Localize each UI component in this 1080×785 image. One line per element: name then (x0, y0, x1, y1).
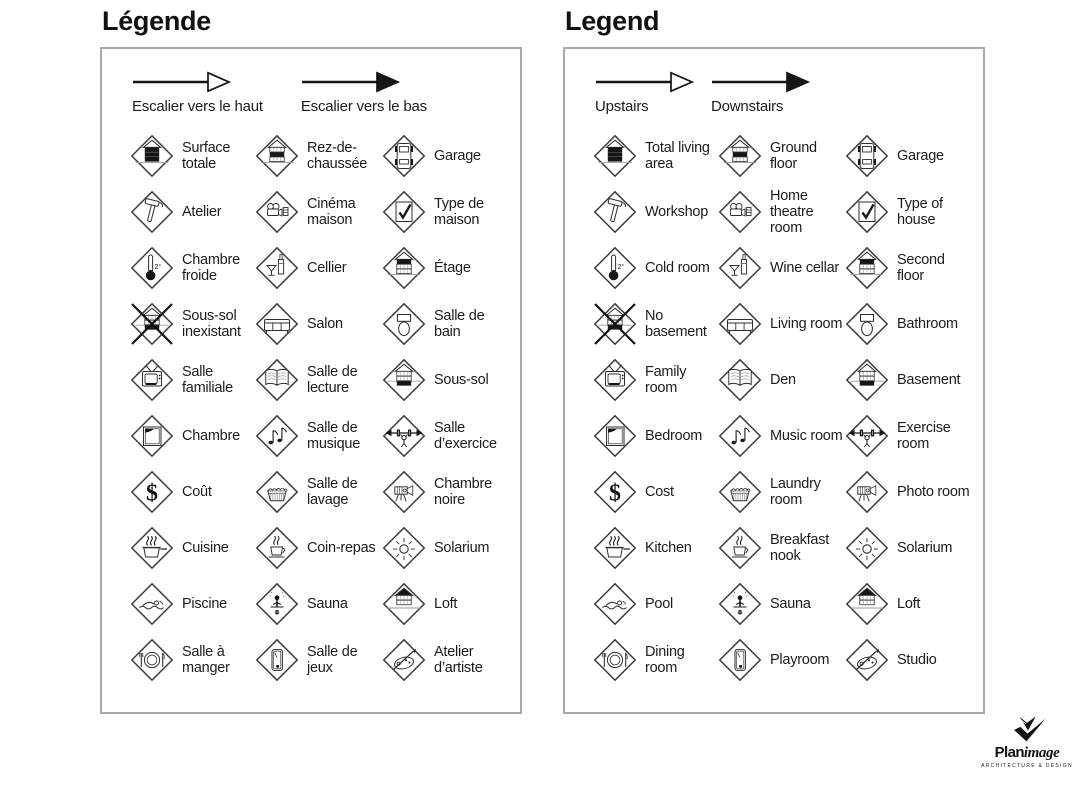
svg-text:2°: 2° (154, 264, 162, 271)
legend-item (130, 296, 255, 352)
legend-item (718, 352, 845, 408)
breakfast-nook-icon (718, 526, 762, 570)
cost-icon (593, 470, 637, 514)
legend-section-french (100, 4, 522, 714)
legend-item (382, 464, 520, 520)
legend-item-label: Bedroom (645, 427, 703, 444)
legend-item (130, 632, 255, 688)
legend-item (382, 184, 520, 240)
cost-icon (130, 470, 174, 514)
legend-item-label: Salle de bain (434, 307, 485, 340)
family-room-icon (130, 358, 174, 402)
sauna-icon (255, 582, 299, 626)
legend-item-label: Rez-de-chaussée (307, 139, 368, 172)
legend-item (718, 184, 845, 240)
garage-icon (382, 134, 426, 178)
legend-item (255, 128, 382, 184)
pool-icon (593, 582, 637, 626)
legend-grid (130, 128, 520, 688)
legend-item-label: Type de maison (434, 195, 484, 228)
total-area-icon (130, 134, 174, 178)
legend-item-label: Family room (645, 363, 687, 396)
legend-item-label: No basement (645, 307, 707, 340)
exercise-room-icon (382, 414, 426, 458)
legend-item-label: Coût (182, 483, 212, 500)
den-icon (255, 358, 299, 402)
arrow-label: Upstairs (595, 98, 649, 115)
legend-item (718, 576, 845, 632)
svg-text:$: $ (609, 480, 621, 507)
kitchen-icon (130, 526, 174, 570)
legend-item-label: Den (770, 371, 796, 388)
basement-icon (845, 358, 889, 402)
playroom-icon (718, 638, 762, 682)
stairs-up-arrow (595, 69, 695, 115)
legend-item-label: Salle de lecture (307, 363, 358, 396)
legend-item-label: Étage (434, 259, 471, 276)
legend-item-label: Piscine (182, 595, 227, 612)
legend-item-label: Laundry room (770, 475, 821, 508)
legend-item (130, 352, 255, 408)
legend-item (845, 576, 983, 632)
legend-item (130, 520, 255, 576)
legend-item (382, 408, 520, 464)
wine-cellar-icon (255, 246, 299, 290)
photo-room-icon (845, 470, 889, 514)
legend-item (593, 632, 718, 688)
home-theatre-icon (718, 190, 762, 234)
legend-item-label: Basement (897, 371, 961, 388)
legend-item-label: Cellier (307, 259, 347, 276)
legend-item (255, 464, 382, 520)
legend-item-label: Sauna (307, 595, 348, 612)
legend-item-label: Atelier d’artiste (434, 643, 483, 676)
legend-item-label: Ground floor (770, 139, 817, 172)
sauna-icon (718, 582, 762, 626)
workshop-icon (130, 190, 174, 234)
legend-item-label: Type of house (897, 195, 943, 228)
legend-item-label: Sous-sol (434, 371, 489, 388)
legend-item (718, 128, 845, 184)
legend-item (130, 576, 255, 632)
legend-item (845, 352, 983, 408)
studio-icon (382, 638, 426, 682)
home-theatre-icon (255, 190, 299, 234)
arrow-label: Downstairs (711, 98, 784, 115)
family-room-icon (593, 358, 637, 402)
legend-item (718, 464, 845, 520)
garage-icon (845, 134, 889, 178)
legend-item-label: Salle familiale (182, 363, 233, 396)
laundry-room-icon (255, 470, 299, 514)
legend-item (382, 520, 520, 576)
legend-item (130, 128, 255, 184)
legend-item (382, 296, 520, 352)
no-basement-icon (593, 302, 637, 346)
legend-item (593, 128, 718, 184)
page-title-english: Legend (565, 6, 660, 36)
stairs-down-arrow (301, 69, 427, 115)
arrow-label: Escalier vers le bas (300, 98, 427, 115)
legend-item-label: Garage (434, 147, 481, 164)
legend-item (593, 464, 718, 520)
legend-item-label: Salle d’exercice (434, 419, 497, 452)
stairs-arrows-row (565, 49, 983, 115)
legend-item-label: Chambre noire (434, 475, 492, 508)
legend-item (593, 240, 718, 296)
stairs-down-arrow (711, 69, 811, 115)
legend-item-label: Salle à manger (182, 643, 230, 676)
legend-item (845, 520, 983, 576)
second-floor-icon (382, 246, 426, 290)
legend-panel-french (100, 47, 522, 714)
basement-icon (382, 358, 426, 402)
legend-item (845, 464, 983, 520)
dining-room-icon (593, 638, 637, 682)
brand-image: image (1023, 745, 1060, 761)
legend-item (718, 632, 845, 688)
living-room-icon (255, 302, 299, 346)
arrow-label: Escalier vers le haut (132, 98, 263, 115)
legend-item (718, 408, 845, 464)
legend-item (593, 352, 718, 408)
pool-icon (130, 582, 174, 626)
legend-item-label: Breakfast nook (770, 531, 829, 564)
legend-item-label: Garage (897, 147, 944, 164)
planimage-logo (980, 716, 1074, 769)
brand-plan: Plan (994, 744, 1024, 761)
cold-room-icon (130, 246, 174, 290)
legend-item-label: Home theatre room (770, 187, 814, 237)
legend-item (382, 352, 520, 408)
house-check-icon (845, 190, 889, 234)
legend-item (255, 352, 382, 408)
legend-item (130, 184, 255, 240)
solarium-icon (845, 526, 889, 570)
legend-item-label: Loft (434, 595, 458, 612)
ground-floor-icon (255, 134, 299, 178)
no-basement-icon (130, 302, 174, 346)
legend-item-label: Cinéma maison (307, 195, 356, 228)
bathroom-icon (845, 302, 889, 346)
legend-item-label: Salle de musique (307, 419, 361, 452)
legend-item-label: Exercise room (897, 419, 951, 452)
legend-item-label: Music room (770, 427, 843, 444)
legend-item-label: Coin-repas (307, 539, 376, 556)
legend-item (845, 632, 983, 688)
bedroom-icon (130, 414, 174, 458)
legend-item-label: Surface totale (182, 139, 231, 172)
legend-item (593, 184, 718, 240)
legend-item-label: Solarium (897, 539, 953, 556)
bathroom-icon (382, 302, 426, 346)
solarium-icon (382, 526, 426, 570)
legend-item (382, 632, 520, 688)
living-room-icon (718, 302, 762, 346)
planimage-tagline: ARCHITECTURE & DESIGN (981, 762, 1073, 769)
legend-item-label: Total living area (645, 139, 710, 172)
photo-room-icon (382, 470, 426, 514)
legend-item (255, 632, 382, 688)
legend-item (593, 520, 718, 576)
legend-item (255, 520, 382, 576)
planimage-brand (980, 745, 1074, 761)
legend-item (593, 408, 718, 464)
legend-item-label: Workshop (645, 203, 709, 220)
legend-item-label: Bathroom (897, 315, 958, 332)
legend-item-label: Salle de jeux (307, 643, 358, 676)
legend-item-label: Atelier (182, 203, 222, 220)
legend-item (845, 296, 983, 352)
legend-item (255, 184, 382, 240)
legend-item-label: Loft (897, 595, 921, 612)
legend-item (382, 240, 520, 296)
legend-item-label: Photo room (897, 483, 970, 500)
legend-item (718, 296, 845, 352)
legend-item (130, 464, 255, 520)
kitchen-icon (593, 526, 637, 570)
legend-item-label: Dining room (645, 643, 685, 676)
page-title-french: Légende (102, 6, 211, 36)
loft-icon (845, 582, 889, 626)
workshop-icon (593, 190, 637, 234)
total-area-icon (593, 134, 637, 178)
legend-item (718, 520, 845, 576)
exercise-room-icon (845, 414, 889, 458)
legend-item (845, 128, 983, 184)
legend-item-label: Sauna (770, 595, 811, 612)
legend-item-label: Studio (897, 651, 937, 668)
dining-room-icon (130, 638, 174, 682)
legend-item (718, 240, 845, 296)
legend-item (255, 240, 382, 296)
legend-item-label: Sous-sol inexistant (182, 307, 241, 340)
wine-cellar-icon (718, 246, 762, 290)
legend-item (255, 296, 382, 352)
legend-item (130, 408, 255, 464)
legend-item-label: Playroom (770, 651, 830, 668)
legend-item (845, 240, 983, 296)
legend-item-label: Solarium (434, 539, 490, 556)
legend-item (845, 408, 983, 464)
stairs-up-arrow (132, 69, 263, 115)
legend-item-label: Chambre froide (182, 251, 240, 284)
second-floor-icon (845, 246, 889, 290)
legend-item-label: Second floor (897, 251, 945, 284)
legend-item (255, 408, 382, 464)
svg-text:$: $ (146, 480, 158, 507)
legend-item-label: Chambre (182, 427, 240, 444)
legend-item (382, 128, 520, 184)
ground-floor-icon (718, 134, 762, 178)
laundry-room-icon (718, 470, 762, 514)
svg-text:2°: 2° (617, 264, 625, 271)
legend-item-label: Pool (645, 595, 674, 612)
bedroom-icon (593, 414, 637, 458)
planimage-logo-mark (1006, 716, 1048, 747)
legend-item-label: Wine cellar (770, 259, 839, 276)
legend-item (130, 240, 255, 296)
playroom-icon (255, 638, 299, 682)
legend-item-label: Salon (307, 315, 343, 332)
legend-item-label: Cost (645, 483, 674, 500)
legend-item-label: Cold room (645, 259, 710, 276)
cold-room-icon (593, 246, 637, 290)
legend-item-label: Salle de lavage (307, 475, 358, 508)
legend-item (382, 576, 520, 632)
legend-item-label: Kitchen (645, 539, 692, 556)
loft-icon (382, 582, 426, 626)
legend-item-label: Living room (770, 315, 843, 332)
den-icon (718, 358, 762, 402)
house-check-icon (382, 190, 426, 234)
legend-item (593, 296, 718, 352)
legend-item (593, 576, 718, 632)
music-room-icon (255, 414, 299, 458)
legend-grid (593, 128, 983, 688)
music-room-icon (718, 414, 762, 458)
legend-item (845, 184, 983, 240)
legend-item (255, 576, 382, 632)
breakfast-nook-icon (255, 526, 299, 570)
legend-section-english (563, 4, 985, 714)
legend-panel-english (563, 47, 985, 714)
legend-item-label: Cuisine (182, 539, 229, 556)
stairs-arrows-row (102, 49, 520, 115)
studio-icon (845, 638, 889, 682)
